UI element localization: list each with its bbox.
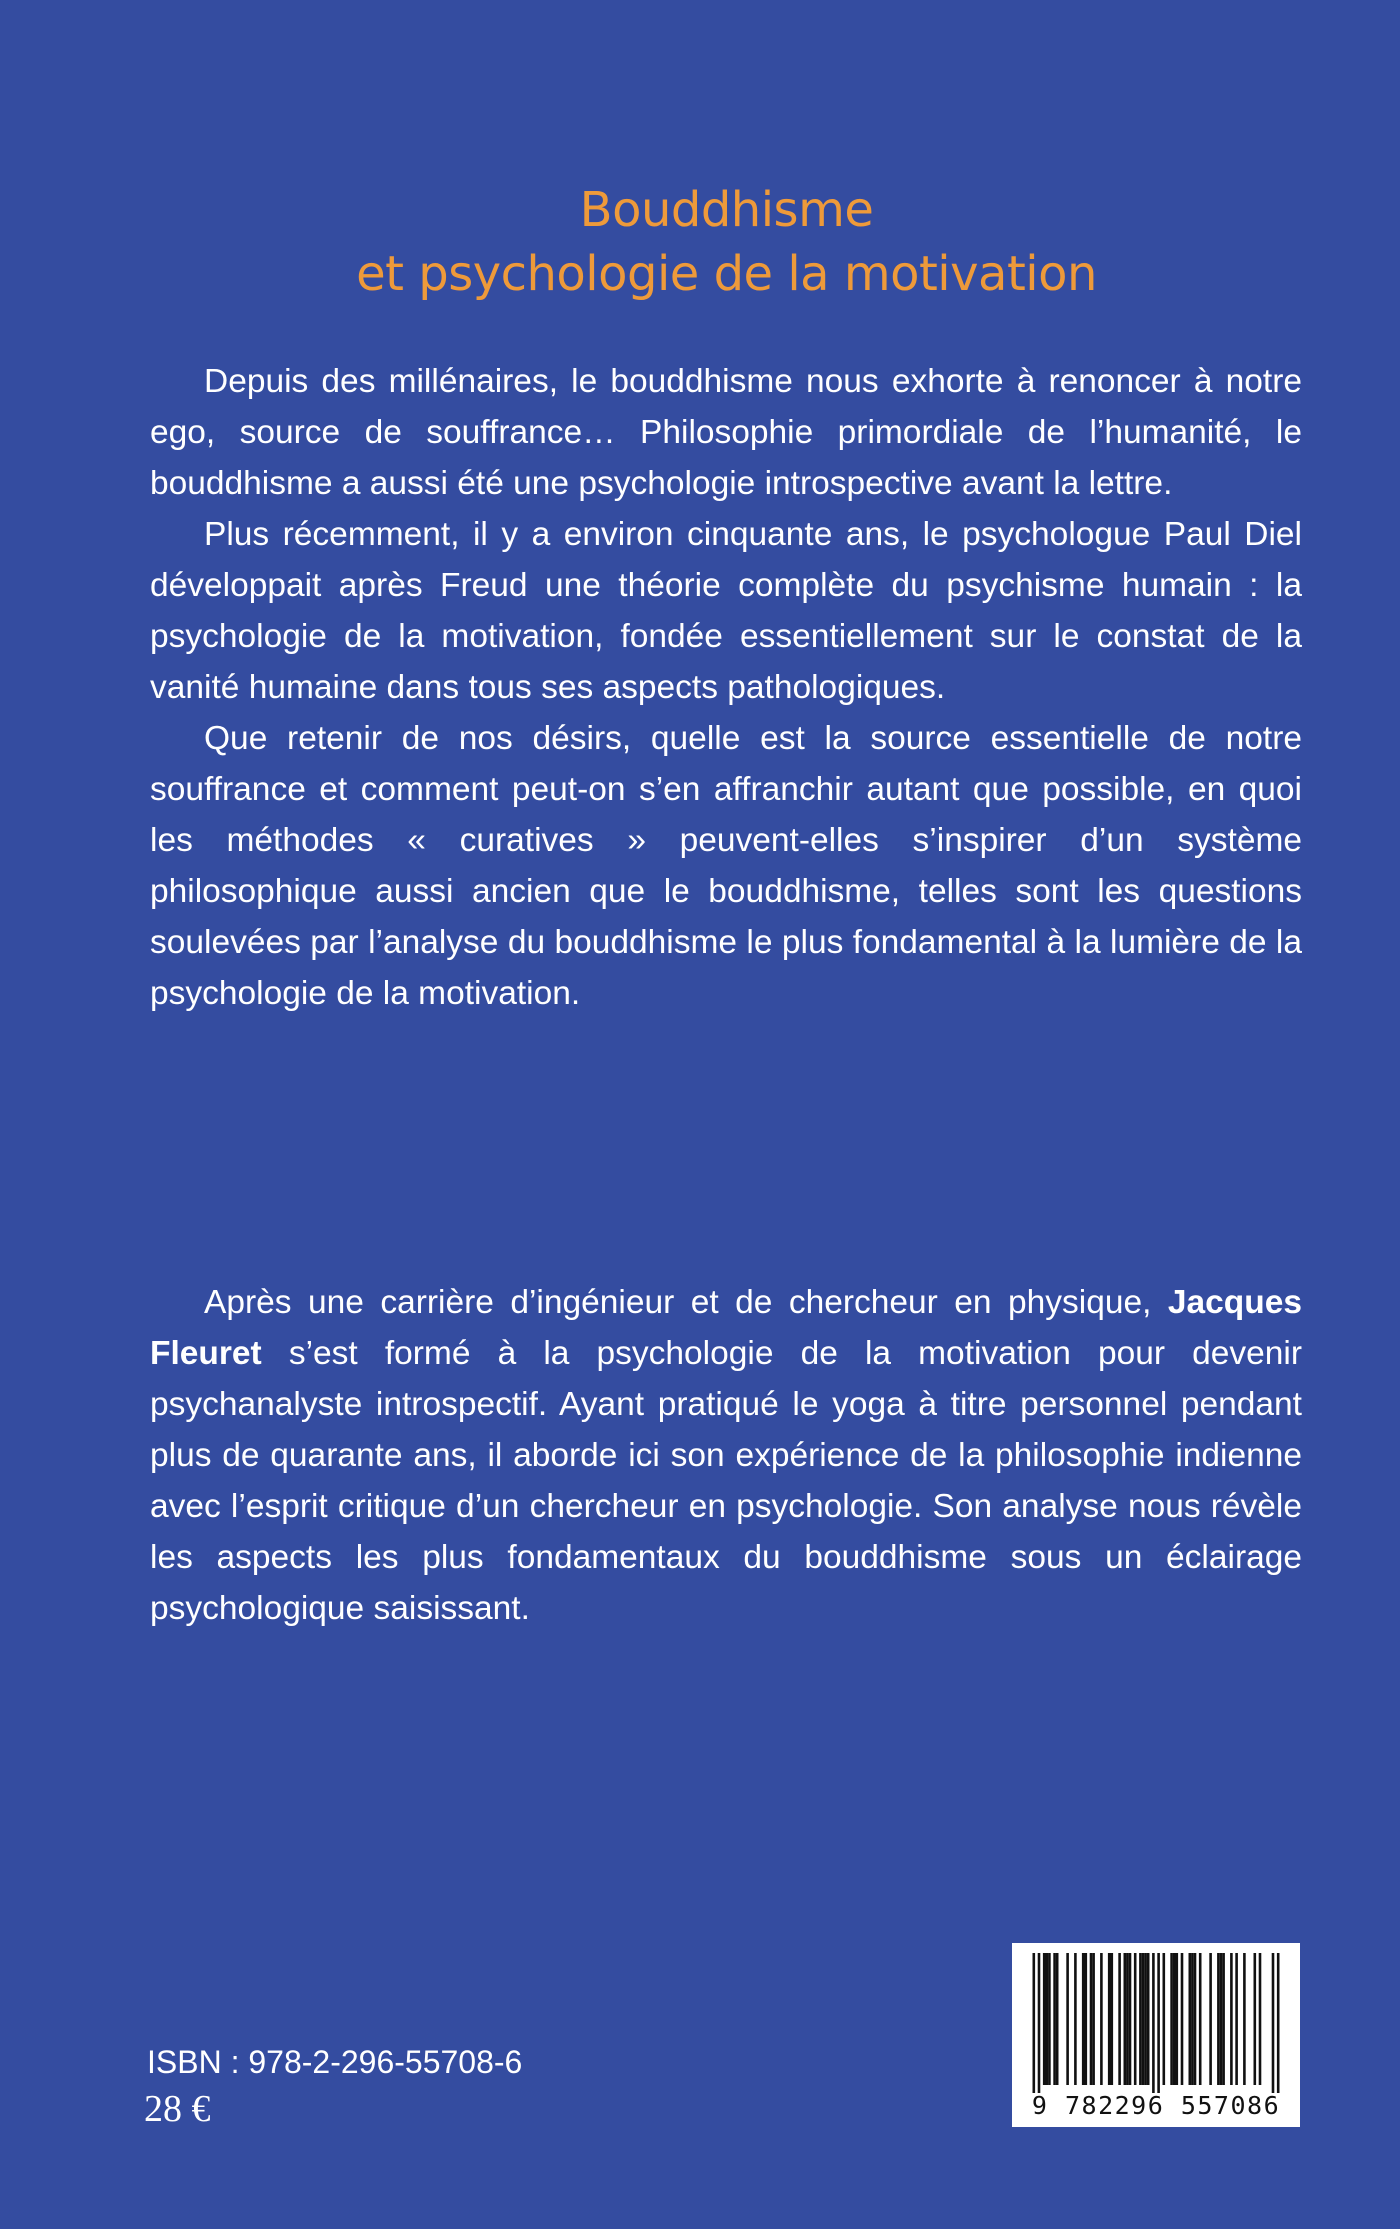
barcode-bar [1092, 1953, 1095, 2085]
title-line-2: et psychologie de la motivation [356, 246, 1097, 302]
barcode-bar [1129, 1953, 1132, 2085]
barcode-bar [1111, 1953, 1114, 2085]
barcode-bar [1108, 1953, 1111, 2085]
price-label: 28 € [144, 2088, 211, 2130]
barcode-bar [1066, 1953, 1069, 2085]
barcode-bar [1126, 1953, 1129, 2085]
barcode-bar [1043, 1953, 1046, 2085]
barcode-bar [1139, 1953, 1142, 2085]
barcode-bar [1173, 1953, 1176, 2085]
barcode-bars [1012, 1943, 1300, 2093]
author-bio [150, 1277, 1302, 1634]
barcode-bar [1235, 1953, 1238, 2085]
barcode-bar [1046, 1953, 1049, 2085]
barcode-bar [1272, 1953, 1275, 2093]
barcode-bar [1181, 1953, 1184, 2085]
author-name: Jacques Fleuret [150, 1284, 1302, 1372]
barcode-bar [1217, 1953, 1220, 2085]
summary-paragraph-1: Depuis des millénaires, le bouddhisme nous exhorte à renoncer à notre ego, source de souffrance… Philosophie primordiale de l’humanité, le bouddhisme a aussi été une psychologie introspective avant la lettre. [150, 363, 1302, 502]
barcode-bar [1152, 1953, 1155, 2093]
barcode-bar [1230, 1953, 1233, 2085]
barcode-bar [1220, 1953, 1223, 2085]
barcode-bar [1082, 1953, 1085, 2085]
barcode-bar [1222, 1953, 1225, 2085]
summary-paragraph-3: Que retenir de nos désirs, quelle est la source essentielle de notre souffrance et comment peut-on s’en affranchir autant que possible, en quoi les méthodes « curatives » peuvent-elles s’inspirer d’un système philosophique aussi ancien que le bouddhisme, telles sont les questions soulevées par l’analyse du bouddhisme le plus fondamental à la lumière de la psychologie de la motivation. [150, 720, 1302, 1012]
barcode-bar [1038, 1953, 1041, 2093]
barcode-bar [1259, 1953, 1262, 2085]
barcode-bar [1189, 1953, 1192, 2085]
author-paragraph [150, 1277, 1302, 1634]
barcode-bar [1090, 1953, 1093, 2085]
barcode-bar [1142, 1953, 1145, 2085]
barcode-bar [1085, 1953, 1088, 2085]
barcode-bar [1124, 1953, 1127, 2085]
barcode-bar [1048, 1953, 1051, 2085]
barcode-bar [1134, 1953, 1137, 2085]
barcode-bar [1118, 1953, 1121, 2085]
barcode-bar [1144, 1953, 1147, 2085]
summary-paragraph-2: Plus récemment, il y a environ cinquante ans, le psychologue Paul Diel développait après Freud une théorie complète du psychisme humain : la psychologie de la motivation, fondée essentiellement sur le constat de la vanité humaine dans tous ses aspects pathologiques. [150, 516, 1302, 706]
barcode-bar [1033, 1953, 1036, 2093]
barcode-bar [1163, 1953, 1166, 2085]
barcode-bar [1170, 1953, 1173, 2085]
barcode-bar [1243, 1953, 1246, 2085]
barcode-bar [1056, 1953, 1059, 2085]
barcode-bar [1209, 1953, 1212, 2085]
barcode-bar [1254, 1953, 1257, 2085]
author-bio-text: s’est formé à la psychologie de la motivation pour devenir psychanalyste introspectif. Ayant pratiqué le yoga à titre personnel pendant plus de quarante ans, il aborde ici son expérience de la philosophie indienne avec l’esprit critique d’un chercheur en psychologie. Son analyse nous révèle les aspects les plus fondamentaux du bouddhisme sous un éclairage psychologique saisissant. [150, 1335, 1302, 1627]
title-line-1: Bouddhisme [579, 182, 874, 238]
barcode-bar [1147, 1953, 1150, 2085]
barcode [1012, 1943, 1300, 2127]
book-summary [150, 356, 1302, 1019]
barcode-bar [1157, 1953, 1160, 2093]
barcode-bar [1074, 1953, 1077, 2085]
isbn-label: ISBN : 978-2-296-55708-6 [147, 2044, 523, 2080]
barcode-digits: 9 782296 557086 [1031, 2091, 1281, 2120]
author-intro: Après une carrière d’ingénieur et de chercheur en physique, [204, 1284, 1152, 1321]
barcode-bar [1199, 1953, 1202, 2085]
barcode-bar [1277, 1953, 1280, 2093]
barcode-bar [1194, 1953, 1197, 2085]
barcode-bar [1053, 1953, 1056, 2085]
barcode-bar [1100, 1953, 1103, 2085]
barcode-bar [1191, 1953, 1194, 2085]
barcode-bar [1176, 1953, 1179, 2085]
book-title [0, 178, 1400, 306]
